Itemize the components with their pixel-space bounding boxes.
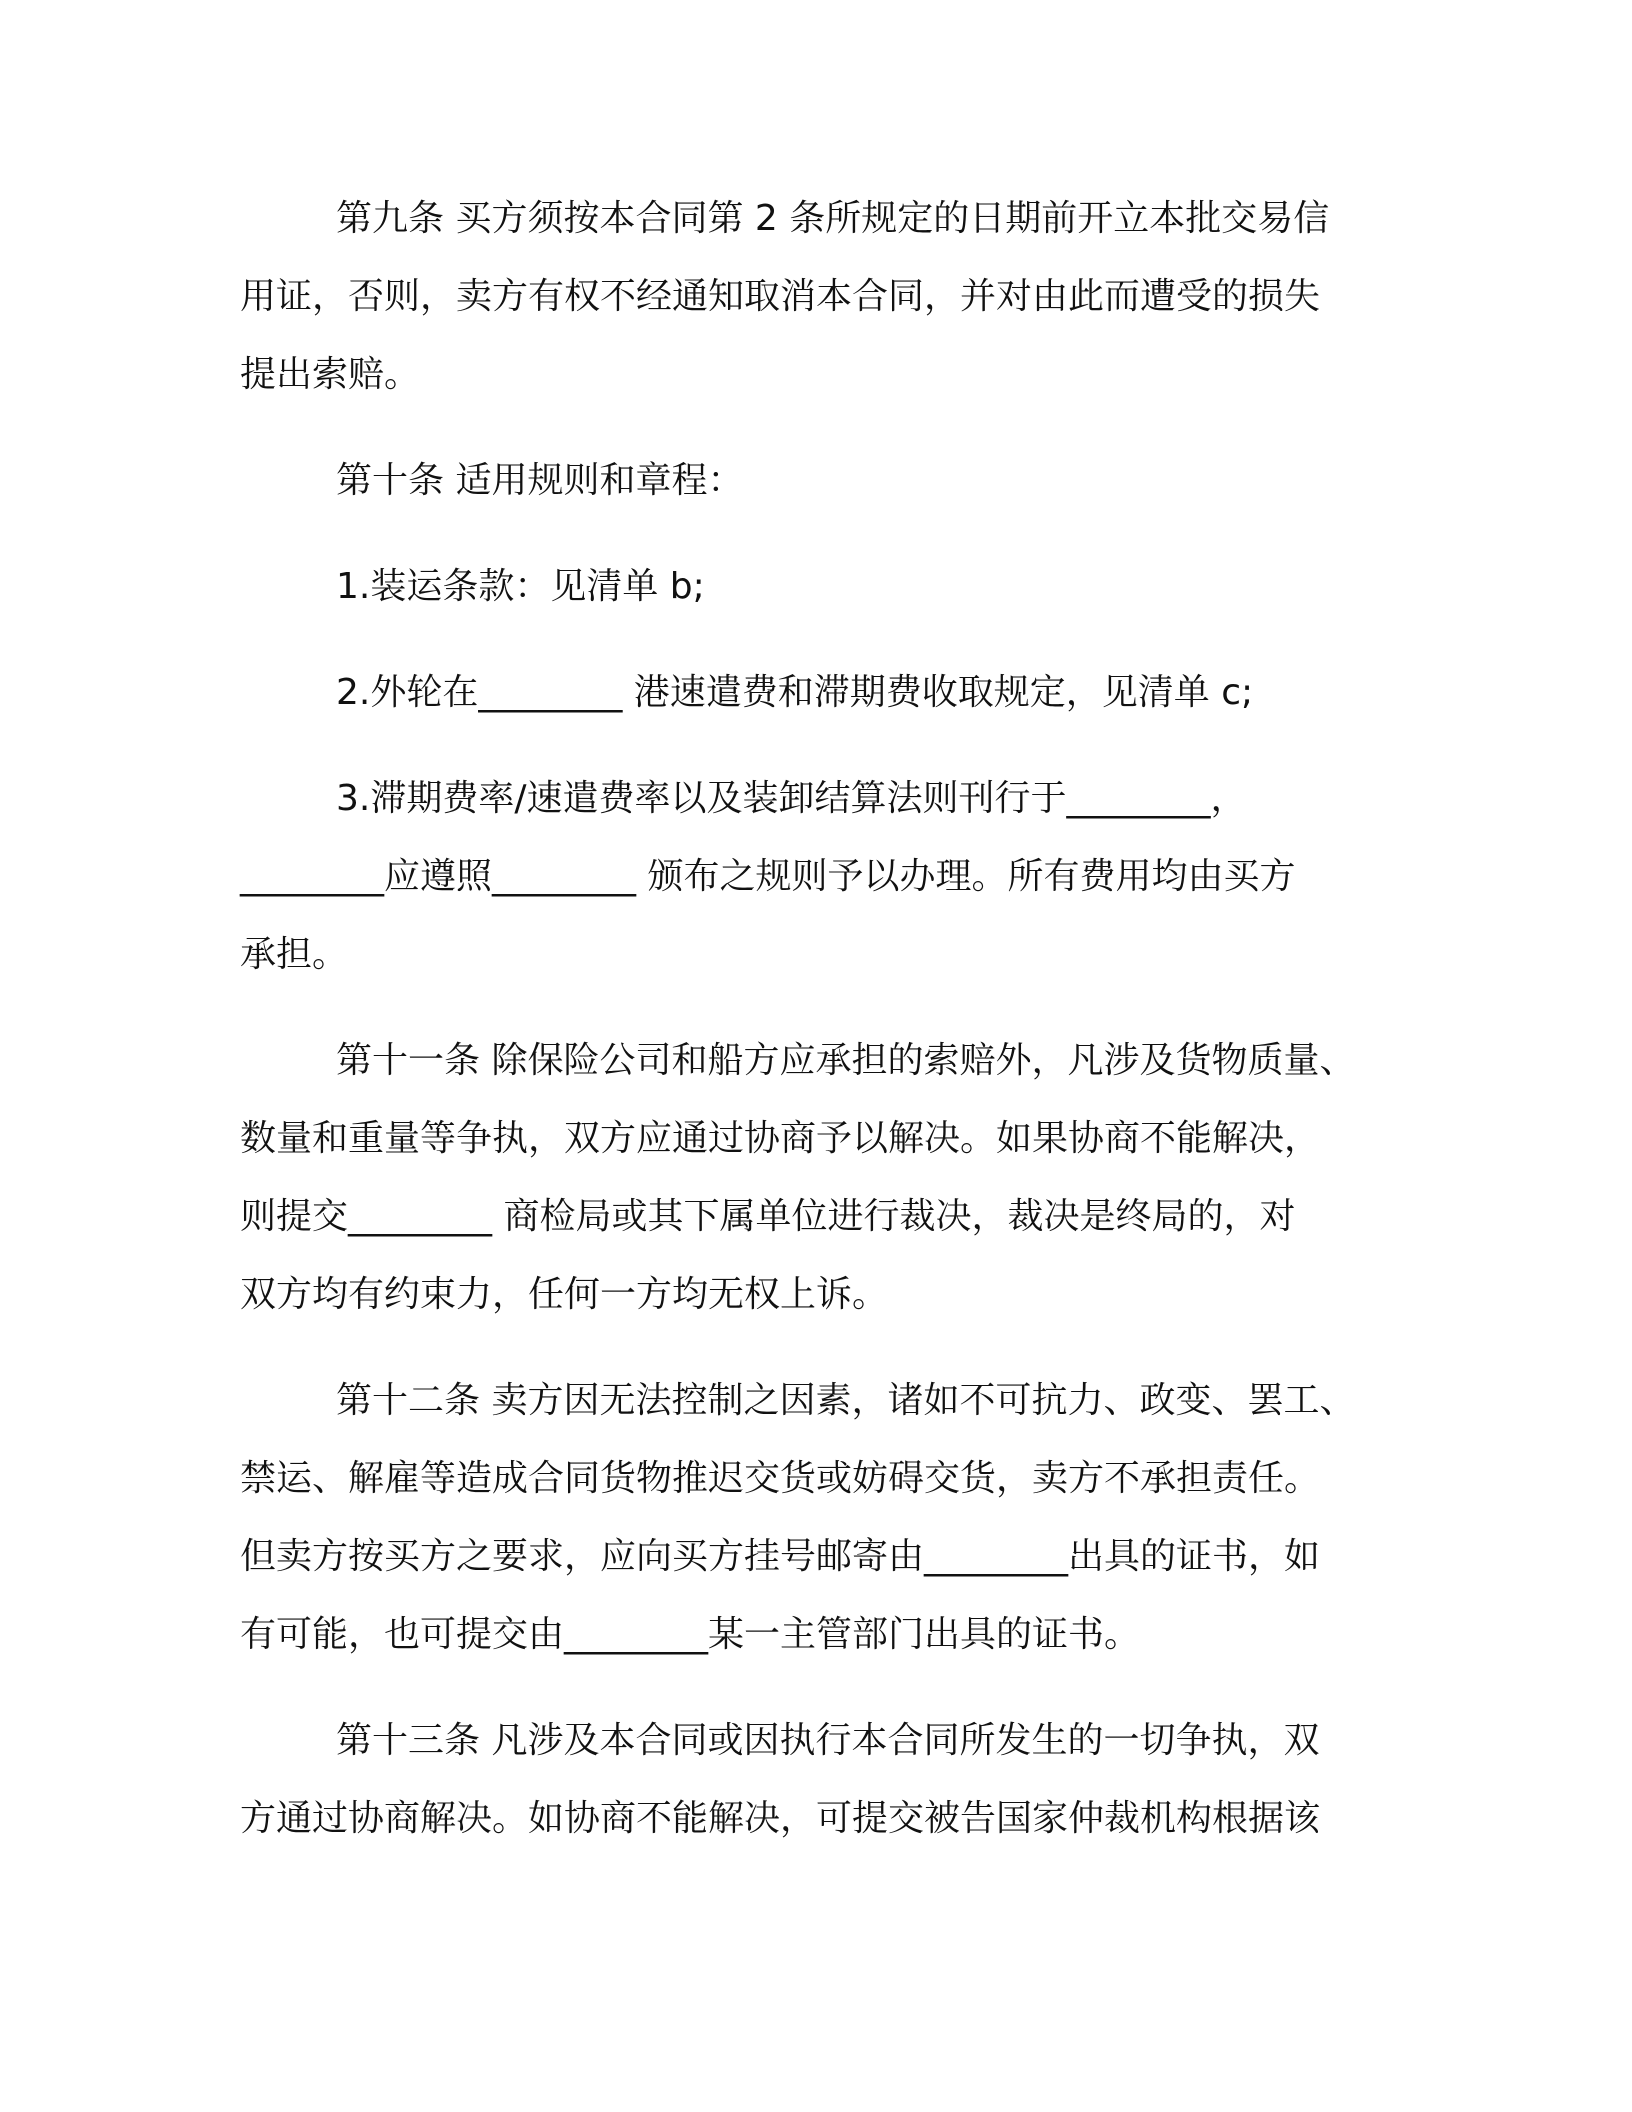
- article-11-paragraph: [240, 1022, 1400, 1334]
- article-10-heading: [240, 442, 1400, 520]
- text-line: 第十一条 除保险公司和船方应承担的索赔外，凡涉及货物质量、: [336, 1040, 1356, 1081]
- text-line: 承担。: [240, 934, 349, 975]
- clause-2-paragraph: [240, 654, 1400, 732]
- text-line: 方通过协商解决。如协商不能解决，可提交被告国家仲裁机构根据该: [240, 1798, 1321, 1839]
- article-13-paragraph: [240, 1702, 1400, 1858]
- clause-3-paragraph: [240, 760, 1400, 994]
- text-line: 数量和重量等争执，双方应通过协商予以解决。如果协商不能解决，: [240, 1118, 1321, 1159]
- text-line: 有可能，也可提交由________某一主管部门出具的证书。: [240, 1614, 1141, 1655]
- text-line: 双方均有约束力，任何一方均无权上诉。: [240, 1274, 889, 1315]
- document-page: [240, 180, 1400, 1858]
- article-9-paragraph: [240, 180, 1400, 414]
- text-line: 1.装运条款：见清单 b;: [336, 566, 705, 607]
- clause-1-paragraph: [240, 548, 1400, 626]
- text-line: 3.滞期费率/速遣费率以及装卸结算法则刊行于________，: [336, 778, 1247, 819]
- text-line: 2.外轮在________ 港速遣费和滞期费收取规定，见清单 c;: [336, 672, 1254, 713]
- text-line: 禁运、解雇等造成合同货物推迟交货或妨碍交货，卖方不承担责任。: [240, 1458, 1321, 1499]
- text-line: ________应遵照________ 颁布之规则予以办理。所有费用均由买方: [240, 856, 1296, 897]
- text-line: 提出索赔。: [240, 354, 421, 395]
- text-line: 第九条 买方须按本合同第 2 条所规定的日期前开立本批交易信: [336, 198, 1330, 239]
- text-line: 用证，否则，卖方有权不经通知取消本合同，并对由此而遭受的损失: [240, 276, 1321, 317]
- article-12-paragraph: [240, 1362, 1400, 1674]
- text-line: 则提交________ 商检局或其下属单位进行裁决，裁决是终局的，对: [240, 1196, 1296, 1237]
- text-line: 第十三条 凡涉及本合同或因执行本合同所发生的一切争执，双: [336, 1720, 1320, 1761]
- text-line: 第十条 适用规则和章程：: [336, 460, 744, 501]
- text-line: 第十二条 卖方因无法控制之因素，诸如不可抗力、政变、罢工、: [336, 1380, 1356, 1421]
- text-line: 但卖方按买方之要求，应向买方挂号邮寄由________出具的证书，如: [240, 1536, 1321, 1577]
